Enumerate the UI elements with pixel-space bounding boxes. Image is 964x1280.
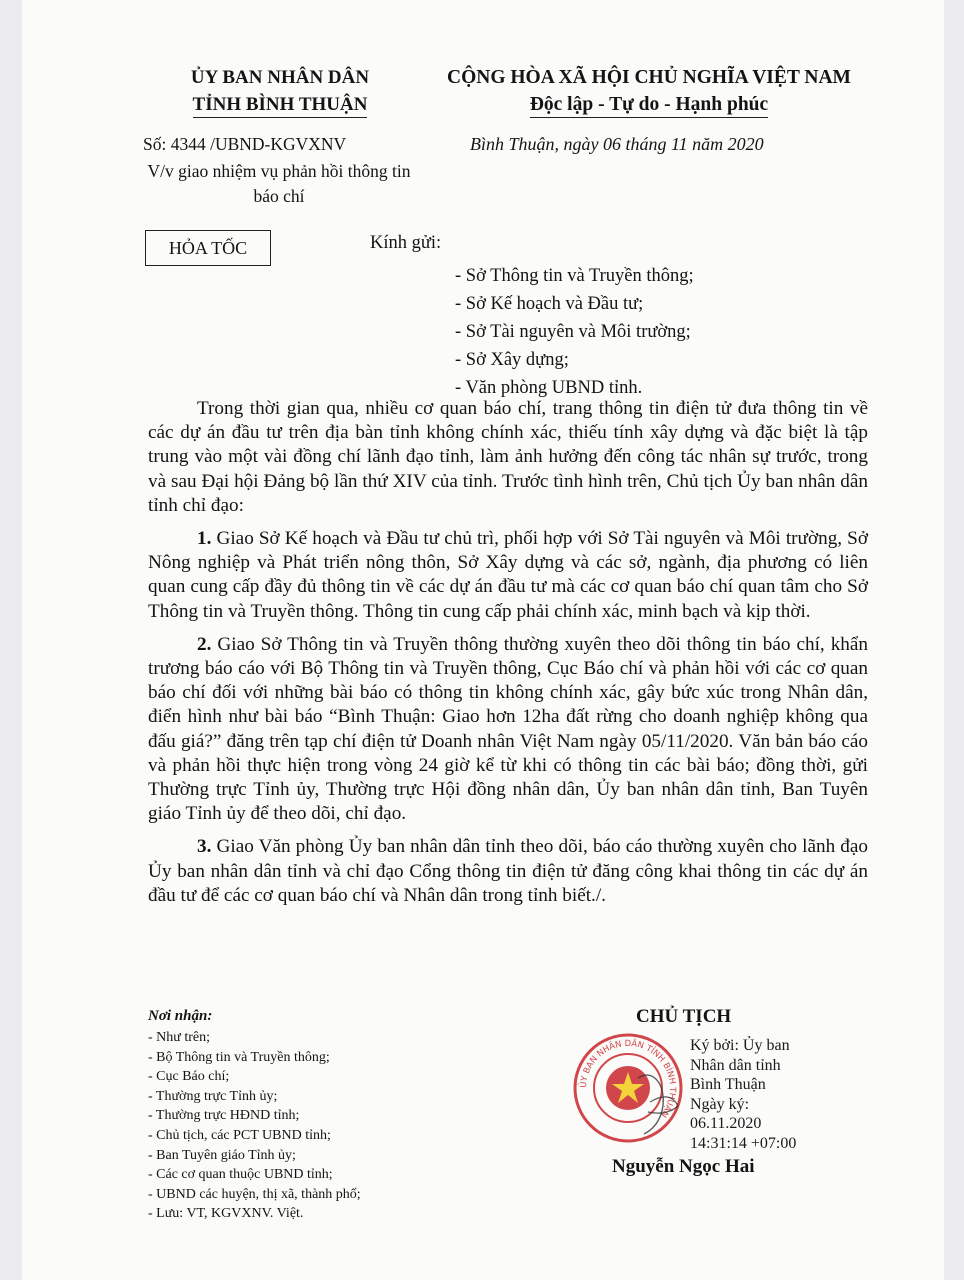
distribution-item: - Thường trực HĐND tỉnh; xyxy=(148,1108,300,1124)
distribution-title: Nơi nhận: xyxy=(148,1008,213,1024)
recipient-list xyxy=(455,262,694,402)
directive-2-text: Giao Sở Thông tin và Truyền thông thường xuyên theo dõi thông tin báo chí, khẩn trương báo cáo với Bộ Thông tin và Truyền thông, Cục Báo chí và phản hồi với các cơ quan báo chí đối với những bài báo có thông tin không chính xác, gây bức xúc trong Nhân dân, điển hình như bài báo “Bình Thuận: Giao hơn 12ha đất rừng cho doanh nghiệp không qua đấu giá?” đăng trên tạp chí điện tử Doanh nhân Việt Nam ngày 05/11/2020. Văn bản báo cáo và phản hồi thực hiện trong vòng 24 giờ kể từ khi có thông tin các bài báo; đồng thời, gửi Thường trực Tỉnh ủy, Thường trực Hội đồng nhân dân, Ủy ban nhân dân tỉnh, Ban Tuyên giáo Tỉnh ủy để theo dõi, chỉ đạo. xyxy=(148,633,869,825)
recipient-item: - Văn phòng UBND tỉnh. xyxy=(455,378,643,398)
distribution-item: - Bộ Thông tin và Truyền thông; xyxy=(148,1049,330,1065)
recipient-item: - Sở Thông tin và Truyền thông; xyxy=(455,266,694,286)
national-motto xyxy=(424,64,874,118)
directive-3-number: 3. xyxy=(197,836,212,858)
sig-line: Nhân dân tỉnh xyxy=(690,1056,781,1074)
recipient-item: - Sở Xây dựng; xyxy=(455,350,569,370)
sig-line: 14:31:14 +07:00 xyxy=(690,1134,797,1152)
motto: Độc lập - Tự do - Hạnh phúc xyxy=(530,92,768,118)
nation-name: CỘNG HÒA XÃ HỘI CHỦ NGHĨA VIỆT NAM xyxy=(447,67,851,88)
directive-1-number: 1. xyxy=(197,528,212,550)
distribution-item: - Ban Tuyên giáo Tỉnh ủy; xyxy=(148,1147,296,1163)
document-number: Số: 4344 /UBND-KGVXNV xyxy=(143,134,347,154)
directive-1 xyxy=(148,527,868,624)
directive-3 xyxy=(148,835,868,908)
salutation: Kính gửi: xyxy=(370,233,442,253)
signer-title: CHỦ TỊCH xyxy=(636,1006,732,1027)
seal-text: ỦY BAN NHÂN DÂN TỈNH BÌNH THUẬN xyxy=(578,1038,678,1120)
document-subject: V/v giao nhiệm vụ phản hồi thông tin báo chí xyxy=(147,161,411,206)
sig-line: 06.11.2020 xyxy=(690,1115,762,1132)
authority-line-2: TỈNH BÌNH THUẬN xyxy=(193,92,368,118)
distribution-item: - Như trên; xyxy=(148,1030,211,1045)
recipient-item: - Sở Tài nguyên và Môi trường; xyxy=(455,322,691,342)
authority-line-1: ỦY BAN NHÂN DÂN xyxy=(190,67,370,88)
distribution-item: - Lưu: VT, KGVXNV. Việt. xyxy=(148,1206,304,1222)
official-seal-icon xyxy=(572,1032,684,1144)
directive-1-text: Giao Sở Kế hoạch và Đầu tư chủ trì, phối hợp với Sở Tài nguyên và Môi trường, Sở Nông nghiệp và Phát triển nông thôn, Sở Xây dựng và các sở, ngành, địa phương có liên quan cung cấp đầy đủ thông tin về các dự án đầu tư mà các cơ quan báo chí quan tâm cho Sở Thông tin và Truyền thông. Thông tin cung cấp phải chính xác, minh bạch và kịp thời. xyxy=(148,528,868,622)
distribution-item: - Các cơ quan thuộc UBND tỉnh; xyxy=(148,1167,333,1183)
sig-line: Ký bởi: Ủy ban xyxy=(690,1037,790,1054)
sig-line: Ngày ký: xyxy=(690,1095,750,1113)
sig-line: Bình Thuận xyxy=(690,1076,766,1093)
recipient-item: - Sở Kế hoạch và Đầu tư; xyxy=(455,294,644,314)
document-body xyxy=(148,397,868,917)
distribution-item: - UBND các huyện, thị xã, thành phố; xyxy=(148,1186,361,1202)
distribution-list xyxy=(148,1028,361,1224)
directive-2 xyxy=(148,633,868,827)
distribution-item: - Chủ tịch, các PCT UBND tỉnh; xyxy=(148,1127,331,1143)
directive-3-text: Giao Văn phòng Ủy ban nhân dân tỉnh theo dõi, báo cáo thường xuyên cho lãnh đạo Ủy ban nhân dân tỉnh và chỉ đạo Cổng thông tin điện tử đăng công khai thông tin các dự án đầu tư để các cơ quan báo chí và Nhân dân trong tỉnh biết./. xyxy=(148,836,868,906)
signer-name: Nguyễn Ngọc Hai xyxy=(612,1156,755,1177)
distribution-item: - Thường trực Tỉnh ủy; xyxy=(148,1088,278,1104)
issuing-authority xyxy=(150,64,410,118)
issue-date: Bình Thuận, ngày 06 tháng 11 năm 2020 xyxy=(470,134,764,154)
directive-2-number: 2. xyxy=(197,633,212,655)
urgency-box: HỎA TỐC xyxy=(145,230,271,266)
digital-signature-info xyxy=(690,1036,796,1153)
distribution-item: - Cục Báo chí; xyxy=(148,1069,230,1085)
intro-paragraph: Trong thời gian qua, nhiều cơ quan báo chí, trang thông tin điện tử đưa thông tin về các dự án đầu tư trên địa bàn tỉnh không chính xác, thiếu tính xây dựng và đặc biệt là tập trung vào một vài đồng chí lãnh đạo tỉnh, làm ảnh hưởng đến công tác nhân sự trước, trong và sau Đại hội Đảng bộ lần thứ XIV của tỉnh. Trước tình hình trên, Chủ tịch Ủy ban nhân dân tỉnh chỉ đạo: xyxy=(148,398,868,516)
